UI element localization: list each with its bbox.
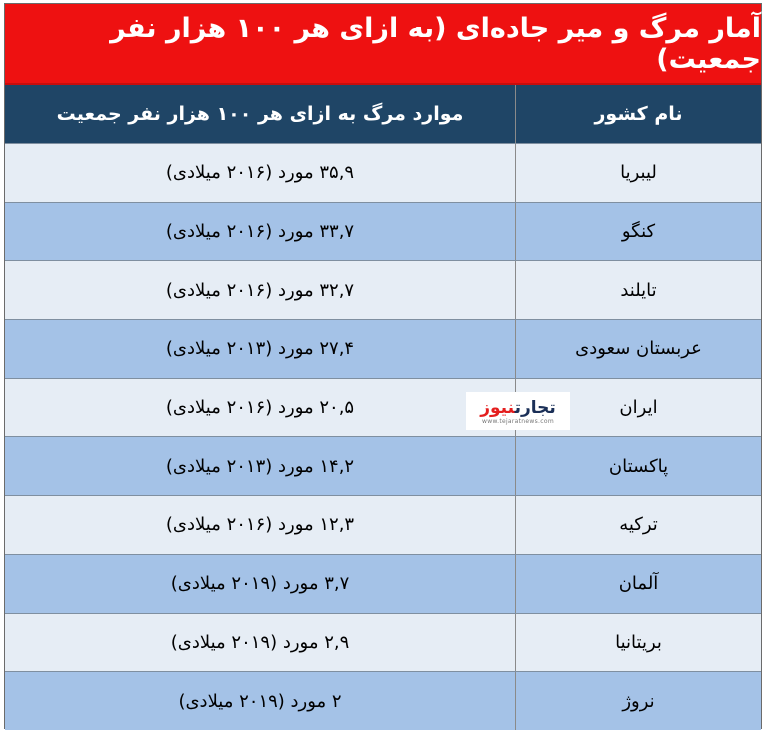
deaths-cell: ۲۰,۵ مورد (۲۰۱۶ میلادی) <box>5 379 516 437</box>
table-row <box>5 202 761 261</box>
country-cell: ترکیه <box>619 514 658 536</box>
deaths-cell: ۳,۷ مورد (۲۰۱۹ میلادی) <box>5 555 516 613</box>
road-deaths-table <box>4 3 762 729</box>
table-row <box>5 319 761 378</box>
country-cell: تایلند <box>620 279 657 301</box>
watermark-logo <box>480 398 556 418</box>
deaths-cell: ۱۲,۳ مورد (۲۰۱۶ میلادی) <box>5 496 516 554</box>
deaths-cell: ۱۴,۲ مورد (۲۰۱۳ میلادی) <box>5 437 516 495</box>
country-cell: بریتانیا <box>615 631 662 653</box>
country-cell: آلمان <box>618 573 659 595</box>
country-cell: پاکستان <box>608 455 669 477</box>
table-row <box>5 495 761 554</box>
table-row <box>5 378 761 437</box>
table-row <box>5 613 761 672</box>
deaths-cell: ۲۷,۴ مورد (۲۰۱۳ میلادی) <box>5 320 516 378</box>
deaths-cell: ۳۲,۷ مورد (۲۰۱۶ میلادی) <box>5 261 516 319</box>
table-row <box>5 143 761 202</box>
table-row <box>5 554 761 613</box>
table-row <box>5 436 761 495</box>
deaths-cell: ۳۳,۷ مورد (۲۰۱۶ میلادی) <box>5 203 516 261</box>
header-country: نام کشور <box>594 103 683 125</box>
watermark-part2: نیوز <box>480 397 515 418</box>
table-row <box>5 671 761 730</box>
table-title: آمار مرگ و میر جاده‌ای (به ازای هر ۱۰۰ هزار نفر جمعیت) <box>5 4 761 85</box>
deaths-cell: ۳۵,۹ مورد (۲۰۱۶ میلادی) <box>5 144 516 202</box>
country-cell: لیبریا <box>620 162 657 184</box>
table-row <box>5 260 761 319</box>
country-cell: ایران <box>619 397 658 419</box>
watermark-part1: تجارت <box>514 397 556 418</box>
watermark-url: www.tejaratnews.com <box>482 417 554 425</box>
deaths-cell: ۲ مورد (۲۰۱۹ میلادی) <box>5 672 516 730</box>
header-deaths: موارد مرگ به ازای هر ۱۰۰ هزار نفر جمعیت <box>5 85 516 143</box>
country-cell: کنگو <box>621 221 656 243</box>
country-cell: عربستان سعودی <box>575 338 702 360</box>
tejarat-news-watermark <box>466 392 570 430</box>
table-header-row <box>5 85 761 143</box>
country-cell: نروژ <box>622 690 655 712</box>
deaths-cell: ۲,۹ مورد (۲۰۱۹ میلادی) <box>5 614 516 672</box>
